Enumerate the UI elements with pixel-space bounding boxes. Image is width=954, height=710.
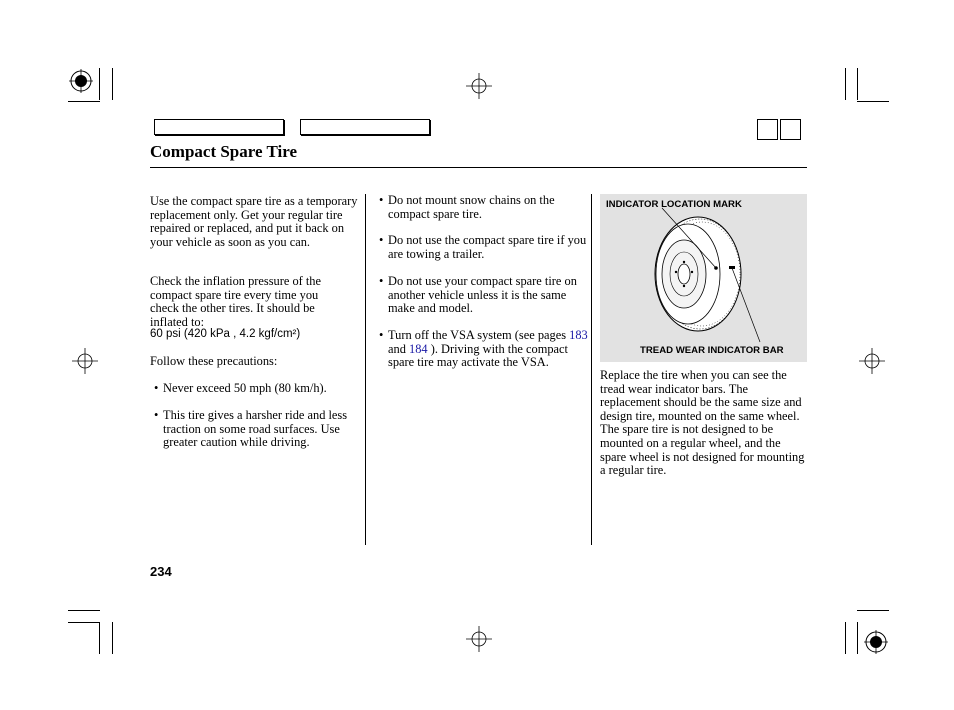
- crop-mark: [68, 622, 100, 623]
- inflation-paragraph: Check the inflation pressure of the compact spare tire every time you check the other tires. It should be inflated to:: [150, 274, 322, 329]
- vsa-text-end: ). Driving with the compact spare tire may activate the VSA.: [388, 341, 568, 370]
- page-link-183[interactable]: 183: [569, 328, 588, 342]
- crop-mark: [845, 622, 846, 654]
- crop-mark: [857, 101, 889, 102]
- spare-tire-icon: [600, 194, 807, 362]
- vsa-text-and: and: [388, 341, 409, 356]
- figure-label-tread-wear-bar: TREAD WEAR INDICATOR BAR: [640, 345, 784, 356]
- crop-mark: [112, 622, 113, 654]
- precaution-bullet: • This tire gives a harsher ride and less traction on some road surfaces. Use greater caution while driving.: [154, 409, 363, 450]
- precaution-bullet: • Do not use the compact spare tire if you are towing a trailer.: [379, 234, 588, 261]
- crop-mark: [112, 68, 113, 100]
- crop-mark: [857, 68, 858, 100]
- column-divider: [365, 194, 366, 545]
- registration-target-icon: [69, 69, 93, 93]
- inflation-pressure-value: 60 psi (420 kPa , 4.2 kgf/cm²): [150, 328, 301, 340]
- precautions-intro: Follow these precautions:: [150, 354, 278, 368]
- crosshair-icon: [466, 73, 492, 99]
- crop-mark: [99, 68, 100, 100]
- crosshair-icon: [859, 348, 885, 374]
- next-page-button[interactable]: [780, 119, 801, 140]
- precaution-bullet: • Do not use your compact spare tire on another vehicle unless it is the same make and model.: [379, 275, 588, 316]
- crop-mark: [857, 610, 889, 611]
- crop-mark: [845, 68, 846, 100]
- vsa-bullet: [379, 329, 588, 370]
- title-rule: [150, 167, 807, 168]
- figure-label-indicator-location: INDICATOR LOCATION MARK: [606, 199, 742, 210]
- crop-mark: [99, 622, 100, 654]
- precaution-bullet: • Do not mount snow chains on the compact spare tire.: [379, 194, 588, 221]
- crop-mark: [68, 610, 100, 611]
- column-divider: [591, 194, 592, 545]
- crop-mark: [68, 101, 100, 102]
- page-link-184[interactable]: 184: [409, 341, 428, 356]
- previous-page-button[interactable]: [757, 119, 778, 140]
- nav-button-index[interactable]: [300, 119, 430, 135]
- replacement-paragraph: Replace the tire when you can see the tread wear indicator bars. The replacement should be the same size and design tire, mounted on the same wheel. The spare tire is not designed to be mounted on a regular wheel, and the spare wheel is not designed for mounting a regular tire.: [600, 368, 805, 478]
- crop-mark: [857, 622, 858, 654]
- precaution-bullet: • Never exceed 50 mph (80 km/h).: [154, 382, 363, 396]
- spare-tire-illustration: [600, 194, 807, 362]
- page-number: 234: [150, 564, 172, 579]
- crosshair-icon: [466, 626, 492, 652]
- nav-button-main-menu[interactable]: [154, 119, 284, 135]
- page-title: Compact Spare Tire: [150, 142, 298, 161]
- intro-paragraph: Use the compact spare tire as a temporary replacement only. Get your regular tire repaired or replaced, and put it back on your vehicle as soon as you can.: [150, 194, 358, 249]
- vsa-text-start: Turn off the VSA system (see pages: [388, 328, 570, 342]
- crosshair-icon: [72, 348, 98, 374]
- registration-target-icon: [864, 630, 888, 654]
